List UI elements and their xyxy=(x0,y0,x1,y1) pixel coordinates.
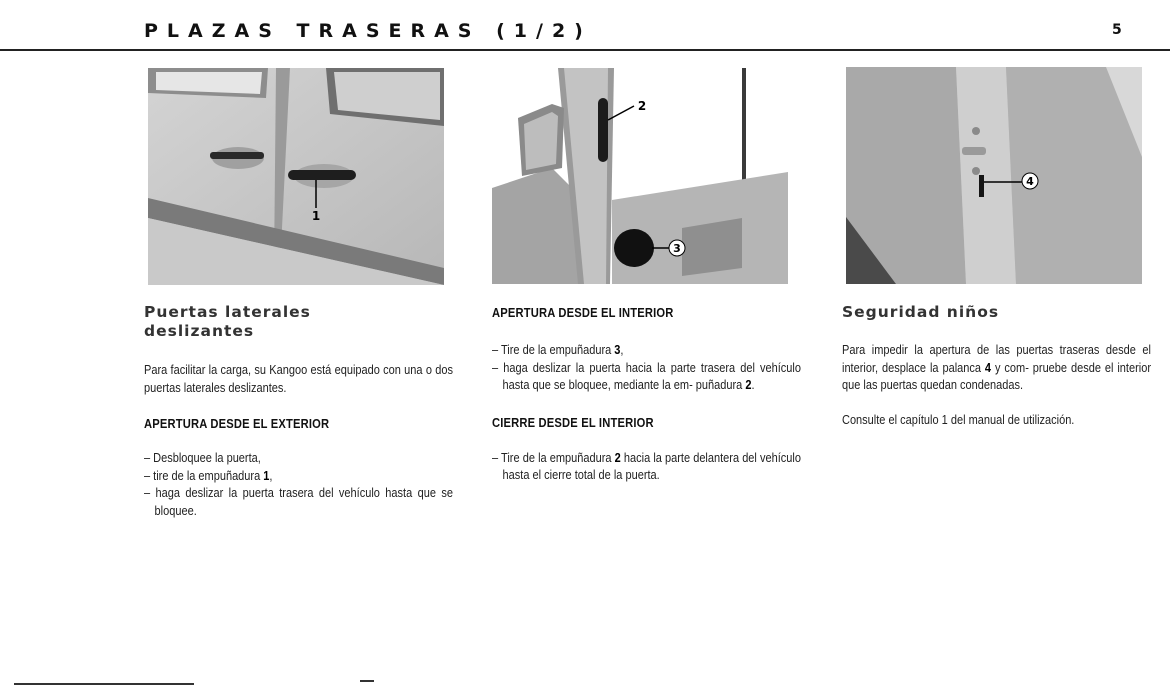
column-child-safety xyxy=(842,303,1150,429)
heading-line-1: Puertas laterales xyxy=(144,303,311,321)
callout-1: 1 xyxy=(311,209,321,223)
callout-3: 3 xyxy=(673,242,681,255)
list-item: – haga deslizar la puerta hacia la parte trasera del vehículo hasta que se bloquee, mediante la em- puñadura 2. xyxy=(492,360,801,395)
child-safety-paragraph: Para impedir la apertura de las puertas traseras desde el interior, desplace la palanca 4 y com- pruebe desde el interior que las puertas quedan condenadas. xyxy=(842,343,1151,392)
list-item: – tire de la empuñadura 1, xyxy=(144,468,453,486)
callout-2: 2 xyxy=(637,99,647,113)
subheading-opening-from-outside: APERTURA DESDE EL EXTERIOR xyxy=(144,416,330,431)
footer-rule-left xyxy=(14,683,194,685)
subheading-closing-from-inside: CIERRE DESDE EL INTERIOR xyxy=(492,414,654,430)
subheading-opening-from-inside: APERTURA DESDE EL INTERIOR xyxy=(492,305,674,320)
callout-4: 4 xyxy=(1026,175,1034,188)
photo-interior-door-handles xyxy=(492,68,788,284)
list-item: – Tire de la empuñadura 2 hacia la parte delantera del vehículo hasta el cierre total de la puerta. xyxy=(492,450,801,485)
section-heading-sliding-doors xyxy=(144,303,452,341)
intro-paragraph: Para facilitar la carga, su Kangoo está equipado con una o dos puertas laterales deslizantes. xyxy=(144,363,453,395)
section-heading-child-safety: Seguridad niños xyxy=(842,303,1000,321)
photo-child-safety-lever xyxy=(846,67,1142,284)
steps-list-closing xyxy=(492,450,801,485)
manual-reference-paragraph: Consulte el capítulo 1 del manual de utilización. xyxy=(842,412,1075,427)
column-interior-opening xyxy=(492,303,800,485)
steps-list-outside xyxy=(144,450,453,520)
column-sliding-doors xyxy=(144,303,452,520)
footer-mark xyxy=(360,680,374,682)
page-number: 5 xyxy=(1112,22,1122,38)
page-title: PLAZAS TRASERAS (1/2) xyxy=(144,20,592,42)
steps-list-inside xyxy=(492,342,801,395)
list-item: – Tire de la empuñadura 3, xyxy=(492,342,801,360)
header-rule xyxy=(0,49,1170,51)
photo-exterior-door-handles xyxy=(148,68,444,285)
list-item: – haga deslizar la puerta trasera del vehículo hasta que se bloquee. xyxy=(144,485,453,520)
list-item: – Desbloquee la puerta, xyxy=(144,450,453,468)
heading-line-2: deslizantes xyxy=(144,322,255,340)
